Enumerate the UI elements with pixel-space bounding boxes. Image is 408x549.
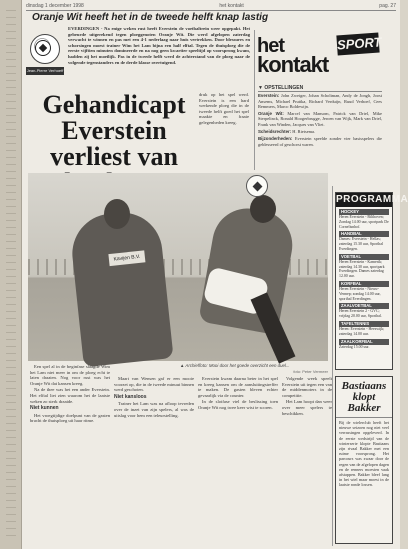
soccer-ball-logo: [26, 34, 64, 78]
lineup-everstein: [258, 93, 382, 109]
photo-credit: foto: Peter Vermeer: [293, 369, 328, 374]
programma-section-text: Heren Everstein 2 - GVC; vrijdag 20.00 uur, Sporthal.: [339, 309, 382, 319]
lineup-label: Scheidsrechter:: [258, 129, 292, 135]
photo-caption: ▲ Archieffoto: Mooi door het goede overzicht een duel...: [180, 363, 290, 368]
programma-section: [339, 231, 389, 251]
lineups-header: ▼ OPSTELLINGEN: [258, 86, 382, 92]
programma-section-text: Heren Everstein - Kamerik; zaterdag 14.30 uur, sportpark Everdingen. Dames zaterdag 12.00 uur.: [339, 259, 385, 279]
programma-section-name: TAFELTENNIS: [339, 321, 389, 327]
lineup-label: Oranje Wit:: [258, 111, 284, 117]
body-paragraph: Everstein kwam daarna beter in het spel en kreeg kansen om de aansluitingstreffer te maken. De gasten bleven echter gevaarlijk via de counter.: [198, 376, 278, 398]
running-head-page: pag. 27: [379, 3, 396, 9]
programma-section-name: HOCKEY: [339, 209, 389, 215]
brand-kontakt: kontakt: [257, 52, 329, 77]
running-head-section: het kontakt: [219, 3, 244, 9]
body-column-4: [282, 376, 332, 547]
photo-player-left: [68, 209, 173, 368]
bastiaans-column-box: [335, 376, 393, 544]
brand-het: het: [257, 35, 284, 57]
column-rule: [254, 30, 255, 170]
binding-shadow: [6, 10, 16, 540]
lineup-label: Everstein:: [258, 93, 280, 99]
lineup-oranjewit: [258, 111, 382, 127]
brand-sport-badge: SPORT: [336, 33, 379, 56]
lineup-notes: [258, 136, 382, 147]
programma-section: [339, 321, 389, 337]
programma-section-name: ZAALKORFBAL: [339, 339, 389, 345]
body-column-2: [114, 376, 194, 547]
programma-section: [339, 303, 389, 319]
programma-section-name: HANDBAL: [339, 231, 389, 237]
programma-title: PROGRAMMA: [336, 194, 408, 205]
lineup-text: H. Rietsema.: [292, 129, 316, 135]
programma-section-text: Heren Everstein - Nieuw-Vennep; zondag 14.00 uur, sporthal Everdingen.: [339, 286, 381, 301]
programma-section-name: VOETBAL: [339, 254, 389, 260]
programma-section: [339, 254, 389, 279]
programma-section-text: Dames: Everstein - Hellas; zaterdag 15.30 uur, Sporthal Everdingen.: [339, 237, 384, 251]
programma-section-text: Zaterdag 15.00 uur.: [339, 344, 370, 349]
body-paragraph: In de slotfase viel de beslissing toen Oranje Wit nog twee keer wist te scoren.: [198, 399, 278, 410]
programma-section-name: KORFBAL: [339, 281, 389, 287]
article-side-intro: druk op het spel werd. Everstein is een hard werkende ploeg die in de tweede helft goed het spel maakte en fraaie gelegenheden kreeg.: [199, 92, 249, 125]
body-subhead: Niet kansloos: [114, 393, 147, 400]
body-paragraph: Trainer het Lam was na afloop tevreden over de inzet van zijn spelers, al was de uitslag voor hem een teleurstelling.: [114, 401, 194, 418]
body-paragraph: Volgende week speelt Everstein uit tegen een van de middenmoters in de competitie.: [282, 376, 332, 398]
article-headline: Gehandicapt Everstein verliest van: [42, 90, 186, 171]
lineup-text: Marcel van Mansom, Patrick van Driel, Mike Sterpelinck, Ronald Hoogerbrugge, Jeroen van Wijk, Mark van Driel, Frank van Winden, Jacques van Vliet.: [258, 111, 382, 127]
body-column-1: [30, 364, 110, 547]
programma-section: [339, 209, 389, 229]
programma-section: [339, 339, 389, 350]
article-intro: EVERDINGEN - Na enige weken rust heeft Everstein de voetbaltrein weer opgepakt. Het gebeurde uitgerekend tegen ploeggenoten Oranje Wit. Die werd afgelopen zaterdag verwacht te winnen en pas met een 4-1 nederlaag naar huis vertrekken. Door blessures en schorsingen moest trainer Wim het Lam bijna een half elftal. Tegen de thuisploeg die de eerste vijftien minuten domineerde en na nog geen kwartier speeltijd op voorsprong kwam, hadden zij het moeilijk. Pas in de tweede helft werd de achterstand van de ploeg naar de volgende tegenstanders en de derde klasse overtuigend.: [68, 26, 250, 65]
lineup-text: John Zweiger, Johan Scholtman, Andy de Jongh, Joost Ansems, Michael Pruttka, Richard Verduijn, Ruud Verhoef, Cees Remmers, Marco Boldewijn.: [258, 93, 382, 109]
running-head-date: dinsdag 1 december 1998: [26, 3, 84, 9]
logo-caption: Jean-Pierre Verhoeff: [26, 68, 64, 73]
body-paragraph: Een spel al in de beginfase slaagde Wim het Lam niet meer in om de ploeg echt te laten draaien. Nog voor rust was het Oranje Wit dat kansen kreeg.: [30, 364, 110, 386]
photo-player-left-head: [104, 199, 130, 229]
programma-section-text: Heren Everstein - Bilthoven; Zondag 14.00 uur, sportpark De Cornelisnhof.: [339, 215, 389, 229]
lineups-box: [258, 86, 382, 170]
body-paragraph: Maart van Wensen gaf er een mooie voorzet op, die in de tweede minuut binnen werd geschoten.: [114, 376, 194, 393]
photo-shirt-sponsor: Kavijen B.V.: [108, 250, 145, 266]
body-paragraph: Het Lam hoopt dan weer over meer spelers te beschikken.: [282, 399, 332, 416]
programma-section: [339, 281, 389, 301]
lineup-referee: [258, 129, 382, 134]
body-paragraph: Het vroegtijdige doelpunt van de gasten bracht de thuisploeg uit haar ritme.: [30, 412, 110, 424]
programma-box: [335, 192, 408, 370]
match-photo: [28, 173, 328, 361]
het-kontakt-sport-logo: [257, 36, 383, 80]
article-kicker: Oranje Wit heeft het in de tweede helft knap lastig: [32, 12, 269, 23]
programma-section-text: Heren: Everstein - Heeswijk; zaterdag 14.00 uur.: [339, 326, 385, 336]
programma-section-name: ZAALVOETBAL: [339, 303, 389, 309]
running-head: [26, 2, 396, 11]
page-binding: [0, 0, 22, 549]
soccer-ball-icon: [35, 40, 51, 56]
body-column-3: [198, 376, 278, 547]
column-box-text: Bij de wielerclub heeft het nieuwe seizoen nog niet veel verrassingen opgeleverd. In de eerste wedstrijd van de winterserie klopte Bastiaans zijn rivaal Bakker met een ruime voorsprong. Het parcours was zwaar door de regen van de afgelopen dagen en de renners moesten vaak afstappen. Bakker bleef lang in het wiel maar moest in de laatste ronde lossen.: [339, 420, 389, 488]
column-rule: [332, 186, 333, 546]
column-box-title: Bastiaans klopt Bakker: [336, 377, 392, 418]
lineup-text: Everstein speelde zonder vier basisspelers die geblesseerd of geschorst waren.: [258, 136, 383, 147]
lineup-label: Bijzonderheden:: [258, 136, 293, 142]
body-paragraph: Na de thee was het een ander Everstein. Het elftal liet zien waarom het de laatste weken zo sterk draaide.: [30, 387, 110, 404]
newspaper-page: [22, 0, 408, 549]
photo-ball-icon: [246, 175, 268, 197]
photo-player-right-head: [250, 195, 276, 223]
body-subhead: Niet kunnen: [30, 405, 59, 412]
